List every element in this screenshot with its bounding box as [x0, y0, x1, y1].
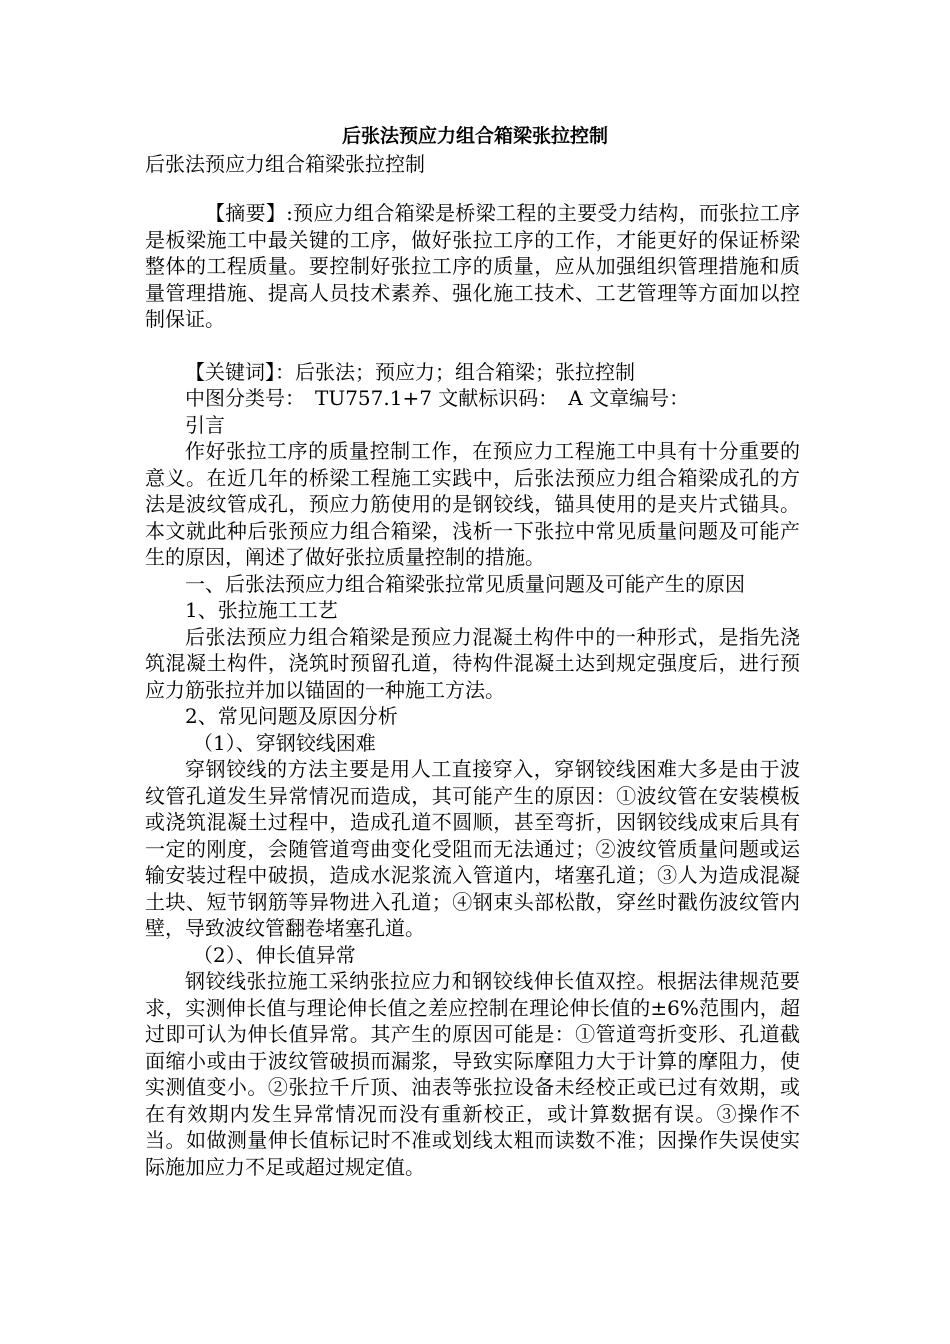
classification-line: 中图分类号： TU757.1+7 文献标识码： A 文章编号：: [185, 386, 690, 410]
item-paragraph-1: 穿钢铰线的方法主要是用人工直接穿入，穿钢铰线困难大多是由于波纹管孔道发生异常情况而造成，其可能产生的原因：①波纹管在安装模板或浇筑混凝土过程中，造成孔道不圆顺，甚至弯折，因钢铰线成束后具有一定的刚度，会随管道弯曲变化受阻而无法通过；②波纹管质量问题或运输安装过程中破损，造成水泥浆流入管道内，堵塞孔道；③人为造成混凝土块、短节钢筋等异物进入孔道；④钢束头部松散，穿丝时戳伤波纹管内壁，导致波纹管翻卷堵塞孔道。: [145, 757, 800, 940]
subsection-paragraph-1: 后张法预应力组合箱梁是预应力混凝土构件中的一种形式，是指先浇筑混凝土构件，浇筑时预留孔道，待构件混凝土达到规定强度后，进行预应力筋张拉并加以锚固的一种施工方法。: [145, 624, 800, 702]
section-heading-1: 一、后张法预应力组合箱梁张拉常见质量问题及可能产生的原因: [185, 571, 745, 596]
item-heading-2: （2）、伸长值异常: [193, 942, 356, 967]
keywords-line: 【关键词】：后张法；预应力；组合箱梁；张拉控制: [185, 359, 635, 384]
subsection-heading-2: 2、常见问题及原因分析: [185, 704, 398, 728]
item-paragraph-2: 钢铰线张拉施工采纳张拉应力和钢铰线伸长值双控。根据法律规范要求，实测伸长值与理论伸长值之差应控制在理论伸长值的±6%范围内，超过即可认为伸长值异常。其产生的原因可能是：①管道弯折变形、孔道截面缩小或由于波纹管破损而漏浆，导致实际摩阻力大于计算的摩阻力，使实测值变小。②张拉千斤顶、油表等张拉设备未经校正或已过有效期，或在有效期内发生异常情况而没有重新校正，或计算数据有误。③操作不当。如做测量伸长值标记时不准或划线太粗而读数不准；因操作失误使实际施加应力不足或超过规定值。: [145, 969, 800, 1179]
intro-paragraph: 作好张拉工序的质量控制工作，在预应力工程施工中具有十分重要的意义。在近几年的桥梁工程施工实践中，后张法预应力组合箱梁成孔的方法是波纹管成孔，预应力筋使用的是钢铰线，锚具使用的是夹片式锚具。本文就此种后张预应力组合箱梁，浅析一下张拉中常见质量问题及可能产生的原因，阐述了做好张拉质量控制的措施。: [145, 439, 800, 569]
item-heading-1: （1）、穿钢铰线困难: [193, 730, 376, 755]
paragraph-gap: [145, 333, 800, 359]
document-title: 后张法预应力组合箱梁张拉控制: [341, 125, 608, 147]
document-body: [145, 200, 800, 1180]
abstract-paragraph: 【摘要】:预应力组合箱梁是桥梁工程的主要受力结构，而张拉工序是板梁施工中最关键的工序，做好张拉工序的工作，才能更好的保证桥梁整体的工程质量。要控制好张拉工序的质量，应从加强组织管理措施和质量管理措施、提高人员技术素养、强化施工技术、工艺管理等方面加以控制保证。: [145, 201, 800, 331]
document-subtitle: 后张法预应力组合箱梁张拉控制: [145, 152, 425, 176]
subsection-heading-1: 1、张拉施工工艺: [185, 598, 338, 622]
intro-heading: 引言: [185, 412, 225, 437]
